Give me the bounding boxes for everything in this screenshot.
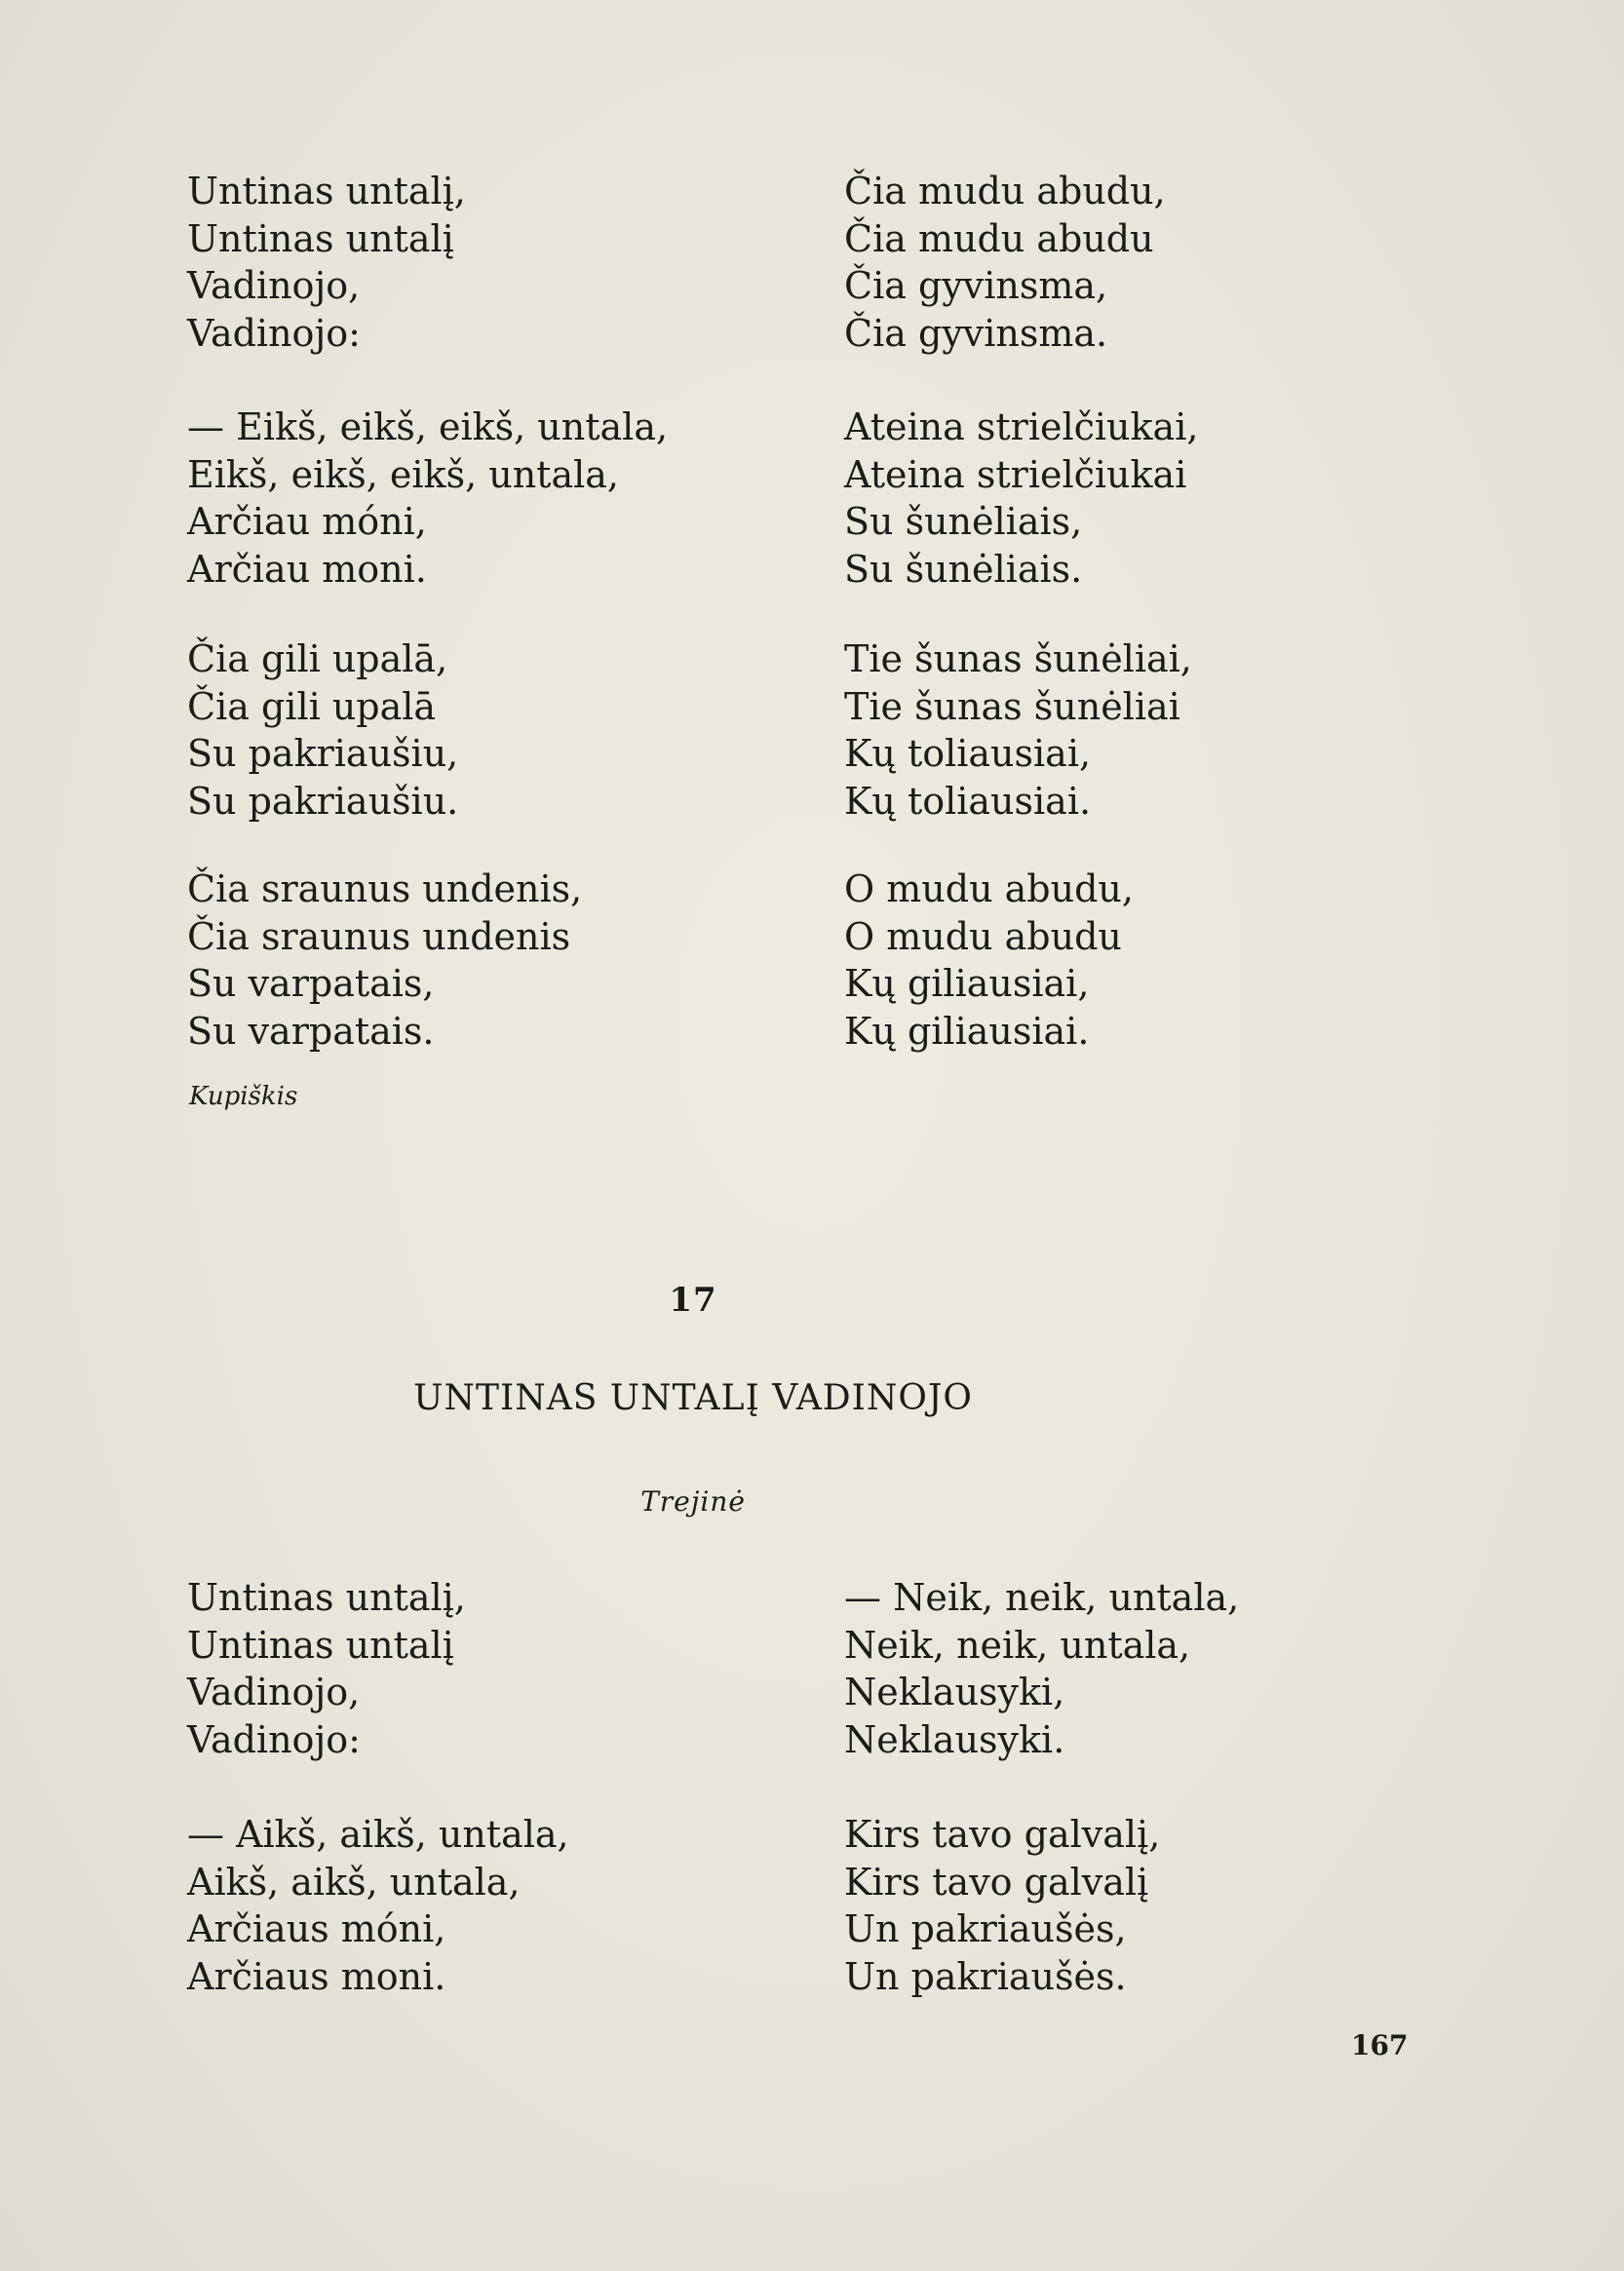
verse-line: Kirs tavo galvalį <box>844 1860 1149 1904</box>
verse-line: Un pakriaušės, <box>844 1907 1127 1950</box>
verse-line: Aikš, aikš, untala, <box>187 1860 521 1904</box>
song-stanza-right-1 <box>844 1574 1239 1763</box>
verse-line: Untinas untalį, <box>187 170 466 212</box>
stanza-right-2 <box>844 404 1198 593</box>
verse-line: Su šunėliais, <box>844 500 1083 543</box>
stanza-left-3 <box>187 635 458 825</box>
verse-line: O mudu abudu <box>844 914 1122 958</box>
verse-line: Tie šunas šunėliai, <box>844 637 1192 680</box>
verse-line: — Neik, neik, untala, <box>844 1576 1240 1619</box>
verse-line: Arčiau móni, <box>187 500 427 543</box>
verse-line: Čia gyvinsma, <box>844 264 1108 307</box>
song-number: 17 <box>669 1281 717 1320</box>
verse-line: Untinas untalį <box>187 1623 454 1667</box>
place-of-origin: Kupiškis <box>189 1082 298 1111</box>
page-number: 167 <box>1351 2029 1409 2061</box>
verse-line: Čia mudu abudu, <box>844 170 1166 212</box>
verse-line: Vadinojo, <box>187 1671 361 1713</box>
verse-line: Neklausyki. <box>844 1717 1065 1761</box>
verse-line: Su šunėliais. <box>844 547 1083 591</box>
verse-line: Su pakriaušiu. <box>187 779 459 823</box>
verse-line: Untinas untalį, <box>187 1576 466 1619</box>
song-title: UNTINAS UNTALĮ VADINOJO <box>413 1378 973 1418</box>
verse-line: Čia mudu abudu <box>844 216 1154 260</box>
verse-line: Arčiaus móni, <box>187 1907 446 1950</box>
verse-line: Kų toliausiai, <box>844 732 1092 775</box>
verse-line: Čia sraunus undenis, <box>187 867 583 910</box>
verse-line: Eikš, eikš, eikš, untala, <box>187 452 619 496</box>
verse-line: Arčiau moni. <box>187 547 427 591</box>
verse-line: Čia sraunus undenis <box>187 914 571 958</box>
verse-line: Vadinojo, <box>187 264 361 307</box>
stanza-left-2 <box>187 404 668 593</box>
verse-line: Čia gili upalā, <box>187 637 448 680</box>
verse-line: Arčiaus moni. <box>187 1954 446 1998</box>
verse-line: Ateina strielčiukai <box>844 452 1187 496</box>
verse-line: Untinas untalį <box>187 216 454 260</box>
song-stanza-left-1 <box>187 1574 466 1763</box>
verse-line: Kų giliausiai. <box>844 1009 1090 1053</box>
stanza-right-3 <box>844 635 1192 825</box>
stanza-left-1 <box>187 168 466 357</box>
verse-line: — Aikš, aikš, untala, <box>187 1813 569 1856</box>
verse-line: — Eikš, eikš, eikš, untala, <box>187 405 669 448</box>
verse-line: Kų giliausiai, <box>844 962 1090 1005</box>
verse-line: Tie šunas šunėliai <box>844 684 1180 728</box>
verse-line: Čia gyvinsma. <box>844 311 1108 355</box>
verse-line: Čia gili upalā <box>187 684 437 728</box>
verse-line: Un pakriaušės. <box>844 1954 1127 1998</box>
song-stanza-left-2 <box>187 1811 569 2000</box>
verse-line: Su pakriaušiu, <box>187 732 459 775</box>
verse-line: Vadinojo: <box>187 311 361 355</box>
stanza-left-4 <box>187 866 582 1055</box>
stanza-right-1 <box>844 168 1166 357</box>
verse-line: Ateina strielčiukai, <box>844 405 1199 448</box>
verse-line: Su varpatais, <box>187 962 435 1005</box>
verse-line: O mudu abudu, <box>844 867 1134 910</box>
verse-line: Vadinojo: <box>187 1717 361 1761</box>
song-subtitle: Trejinė <box>640 1485 746 1518</box>
verse-line: Neklausyki, <box>844 1671 1065 1713</box>
verse-line: Neik, neik, untala, <box>844 1623 1191 1667</box>
verse-line: Su varpatais. <box>187 1009 435 1053</box>
verse-line: Kirs tavo galvalį, <box>844 1813 1161 1856</box>
verse-line: Kų toliausiai. <box>844 779 1092 823</box>
stanza-right-4 <box>844 866 1134 1055</box>
song-stanza-right-2 <box>844 1811 1160 2000</box>
